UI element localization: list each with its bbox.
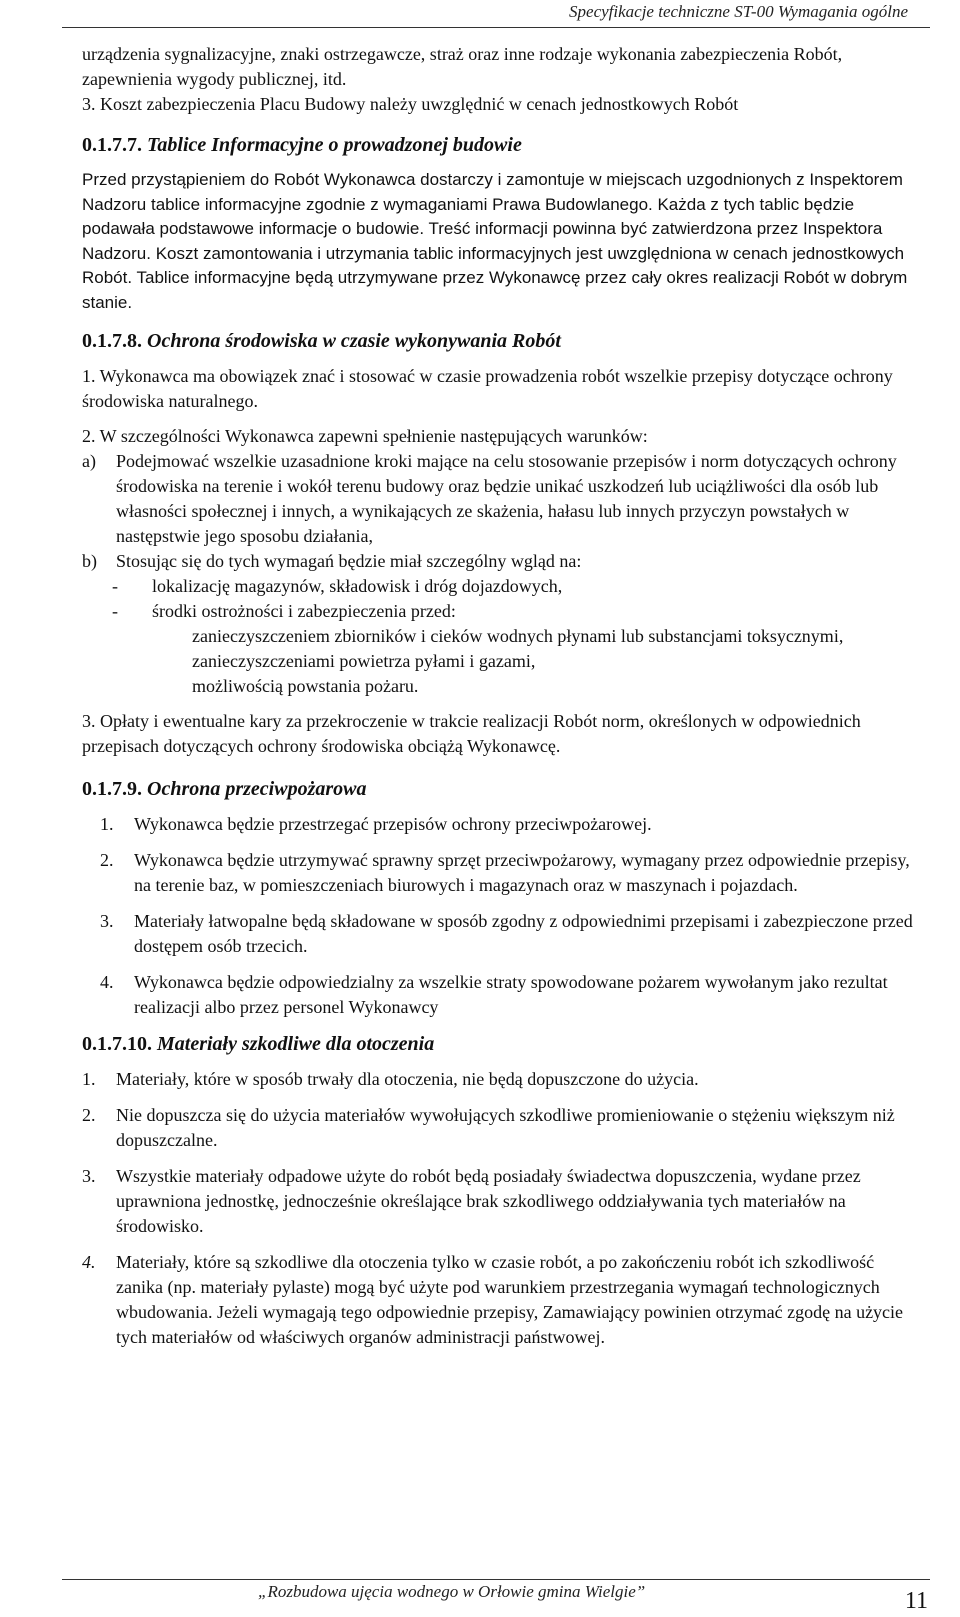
section-title-0178	[82, 329, 918, 354]
section-number: 0.1.7.8.	[82, 330, 142, 352]
item-text: Materiały, które w sposób trwały dla otoczenia, nie będą dopuszczone do użycia.	[116, 1069, 699, 1089]
sub-item: zanieczyszczeniem zbiorników i cieków wodnych płynami lub substancjami toksycznymi,	[192, 626, 844, 646]
item-text: Stosując się do tych wymagań będzie miał szczególny wgląd na:	[116, 551, 582, 571]
list-item	[82, 812, 918, 837]
sub-item: możliwością powstania pożaru.	[192, 676, 419, 696]
section-heading: Ochrona przeciwpożarowa	[147, 778, 367, 800]
section-body: Przed przystąpieniem do Robót Wykonawca dostarczy i zamontuje w miejscach uzgodnionych z Inspektorem Nadzoru tablice informacyjne zgodnie z wymaganiami Prawa Budowlanego. Każda z tych tablic będzie podawała podstawowe informacje o budowie. Treść informacji powinna być zatwierdzona przez Inspektora Nadzoru. Koszt zamontowania i utrzymania tablic informacyjnych jest uwzględniona w cenach jednostkowych Robót. Tablice informacyjne będą utrzymywane przez Wykonawcę przez cały okres realizacji Robót w dobrym stanie.	[82, 170, 908, 312]
paragraph-1: 1. Wykonawca ma obowiązek znać i stosować w czasie prowadzenia robót wszelkie przepisy dotyczące ochrony środowiska naturalnego.	[82, 366, 893, 411]
item-number: 2.	[82, 1105, 96, 1125]
list-item-a	[82, 449, 918, 549]
list-item	[82, 848, 918, 898]
item-text: Wykonawca będzie utrzymywać sprawny sprzęt przeciwpożarowy, wymagany przez odpowiednie przepisy, na terenie baz, w pomieszczeniach biurowych i magazynach oraz w maszynach i pojazdach.	[134, 850, 910, 895]
section-title-01710	[82, 1032, 918, 1057]
item-number: 3.	[100, 911, 114, 931]
item-text: środki ostrożności i zabezpieczenia przed:	[152, 601, 456, 621]
item-text: lokalizację magazynów, składowisk i dróg dojazdowych,	[152, 576, 563, 596]
section-number: 0.1.7.7.	[82, 134, 142, 156]
dash-item	[82, 599, 918, 624]
item-text: Wykonawca będzie przestrzegać przepisów ochrony przeciwpożarowej.	[134, 814, 652, 834]
list-item-b	[82, 549, 918, 574]
section-heading: Tablice Informacyjne o prowadzonej budowie	[147, 134, 522, 156]
page-number: 11	[904, 1588, 928, 1614]
item-text: Materiały łatwopalne będą składowane w sposób zgodny z odpowiednimi przepisami i zabezpieczone przed dostępem osób trzecich.	[134, 911, 913, 956]
item-number: 4.	[100, 972, 114, 992]
item-text: Wykonawca będzie odpowiedzialny za wszelkie straty spowodowane pożarem wywołanym jako rezultat realizacji albo przez personel Wykonawcy	[134, 972, 888, 1017]
list-item	[82, 1250, 918, 1350]
intro-continuation: urządzenia sygnalizacyjne, znaki ostrzegawcze, straż oraz inne rodzaje wykonania zabezpieczenia Robót, zapewnienia wygody publicznej, itd.	[82, 44, 843, 89]
item-label: b)	[82, 551, 97, 571]
item-number: 1.	[82, 1069, 96, 1089]
sub-item: zanieczyszczeniami powietrza pyłami i gazami,	[192, 651, 536, 671]
dash-marker: -	[112, 601, 118, 621]
list-item	[82, 970, 918, 1020]
list-item	[82, 1067, 918, 1092]
section-title-0179	[82, 777, 918, 802]
section-number: 0.1.7.10.	[82, 1033, 152, 1055]
header-rule	[62, 27, 930, 28]
item-text: Wszystkie materiały odpadowe użyte do robót będą posiadały świadectwa dopuszczenia, wydane przez uprawniona jednostkę, jednocześnie określające brak szkodliwego oddziaływania tych materiałów na środowisko.	[116, 1166, 861, 1236]
section-heading: Ochrona środowiska w czasie wykonywania Robót	[147, 330, 561, 352]
list-item	[82, 1103, 918, 1153]
item-text: Materiały, które są szkodliwe dla otoczenia tylko w czasie robót, a po zakończeniu robót ich szkodliwość zanika (np. materiały pylaste) mogą być użyte pod warunkiem przestrzegania wymagań technologicznych wbudowania. Jeżeli wymagają tego odpowiednie przepisy, Zamawiający powinien otrzymać zgodę na użycie tych materiałów od właściwych organów administracji państwowej.	[116, 1252, 904, 1347]
list-item	[82, 909, 918, 959]
intro-item-3: 3. Koszt zabezpieczenia Placu Budowy należy uwzględnić w cenach jednostkowych Robót	[82, 94, 739, 114]
paragraph-2: 2. W szczególności Wykonawca zapewni spełnienie następujących warunków:	[82, 426, 648, 446]
running-header: Specyfikacje techniczne ST-00 Wymagania ogólne	[569, 2, 908, 21]
item-number: 3.	[82, 1166, 96, 1186]
item-text: Podejmować wszelkie uzasadnione kroki mające na celu stosowanie przepisów i norm dotyczących ochrony środowiska na terenie i wokół terenu budowy oraz będzie unikać uszkodzeń lub uciążliwości dla osób lub własności społecznej i innych, a wynikających ze skażenia, hałasu lub innych przyczyn powstałych w następstwie jego sposobu działania,	[116, 451, 897, 546]
paragraph-3: 3. Opłaty i ewentualne kary za przekroczenie w trakcie realizacji Robót norm, określonych w odpowiednich przepisach dotyczących ochrony środowiska obciążą Wykonawcę.	[82, 711, 861, 756]
item-number: 4.	[82, 1252, 96, 1272]
item-number: 2.	[100, 850, 114, 870]
running-footer: „Rozbudowa ujęcia wodnego w Orłowie gmina Wielgie”	[258, 1582, 646, 1601]
section-heading: Materiały szkodliwe dla otoczenia	[157, 1033, 435, 1055]
section-number: 0.1.7.9.	[82, 778, 142, 800]
item-text: Nie dopuszcza się do użycia materiałów wywołujących szkodliwe promieniowanie o stężeniu większym niż dopuszczalne.	[116, 1105, 895, 1150]
page-content	[82, 42, 918, 1361]
footer-rule	[62, 1579, 930, 1580]
dash-item	[82, 574, 918, 599]
list-item	[82, 1164, 918, 1239]
section-title-0177	[82, 133, 918, 158]
item-label: a)	[82, 451, 96, 471]
item-number: 1.	[100, 814, 114, 834]
dash-marker: -	[112, 576, 118, 596]
